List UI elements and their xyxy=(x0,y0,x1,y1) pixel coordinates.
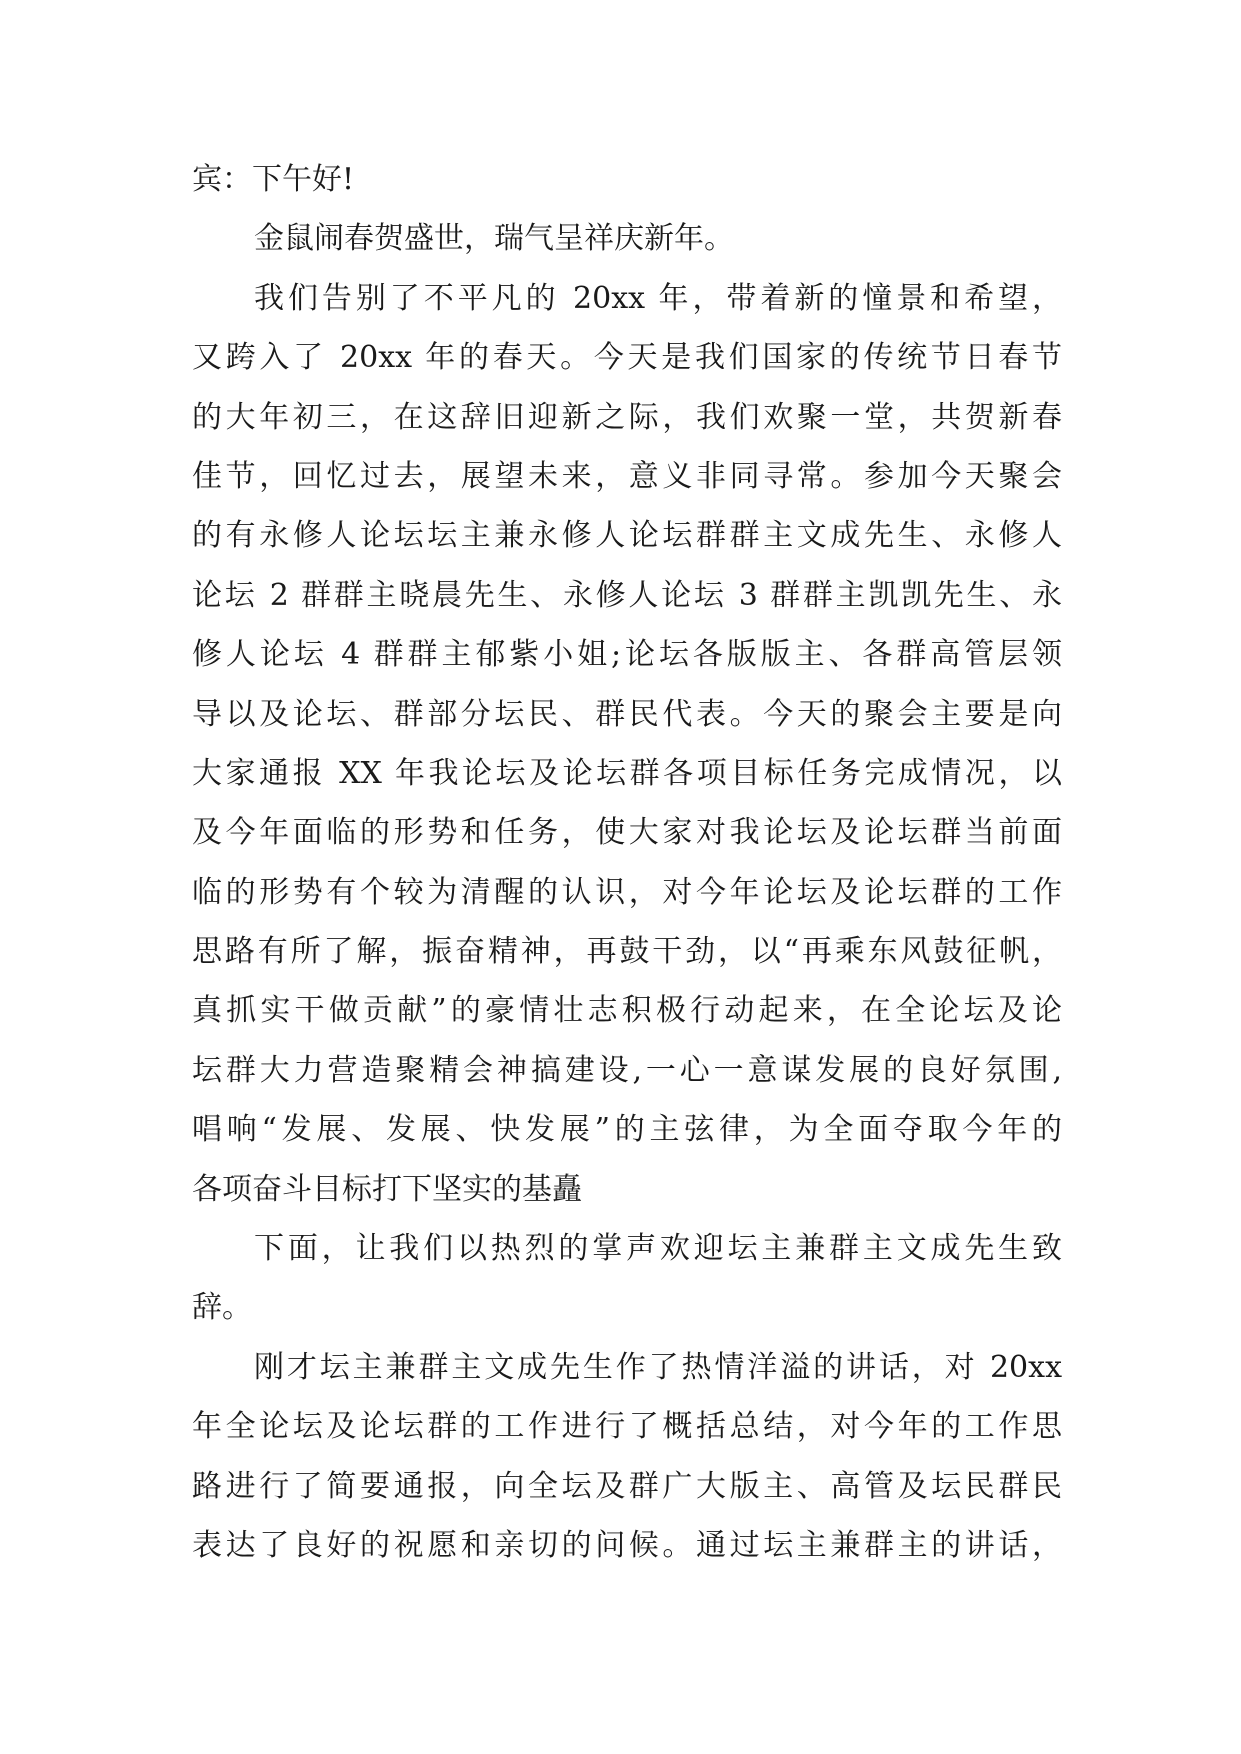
text-line: 的有永修人论坛坛主兼永修人论坛群群主文成先生、永修人 xyxy=(192,518,1062,554)
text-line: 刚才坛主兼群主文成先生作了热情洋溢的讲话，对 20xx xyxy=(254,1349,1062,1385)
text-line: 导以及论坛、群部分坛民、群民代表。今天的聚会主要是向 xyxy=(192,696,1062,732)
greeting-line: 宾：下午好! xyxy=(192,162,355,197)
text-line: 修人论坛 4 群群主郁紫小姐;论坛各版版主、各群高管层领 xyxy=(192,637,1062,673)
text-line: 真抓实干做贡献”的豪情壮志积极行动起来，在全论坛及论 xyxy=(192,993,1062,1029)
text-line: 下面，让我们以热烈的掌声欢迎坛主兼群主文成先生致 xyxy=(254,1231,1062,1267)
text-line: 的大年初三，在这辞旧迎新之际，我们欢聚一堂，共贺新春 xyxy=(192,399,1062,435)
text-line: 年全论坛及论坛群的工作进行了概括总结，对今年的工作思 xyxy=(192,1409,1062,1445)
text-line: 各项奋斗目标打下坚实的基矗 xyxy=(192,1171,582,1207)
document-body xyxy=(192,150,1062,1575)
text-line: 表达了良好的祝愿和亲切的问候。通过坛主兼群主的讲话， xyxy=(192,1527,1062,1563)
text-line: 临的形势有个较为清醒的认识，对今年论坛及论坛群的工作 xyxy=(192,874,1062,910)
text-line: 唱响“发展、发展、快发展”的主弦律，为全面夺取今年的 xyxy=(192,1112,1062,1148)
text-line: 坛群大力营造聚精会神搞建设,一心一意谋发展的良好氛围, xyxy=(192,1052,1062,1088)
text-line: 又跨入了 20xx 年的春天。今天是我们国家的传统节日春节 xyxy=(192,340,1062,376)
text-line: 金鼠闹春贺盛世，瑞气呈祥庆新年。 xyxy=(254,221,734,257)
text-line: 我们告别了不平凡的 20xx 年，带着新的憧景和希望， xyxy=(254,280,1062,316)
text-line: 思路有所了解，振奋精神，再鼓干劲，以“再乘东风鼓征帆， xyxy=(192,934,1062,970)
text-line: 及今年面临的形势和任务，使大家对我论坛及论坛群当前面 xyxy=(192,815,1062,851)
text-line: 佳节，回忆过去，展望未来，意义非同寻常。参加今天聚会 xyxy=(192,458,1062,494)
text-line: 辞。 xyxy=(192,1290,252,1326)
text-line: 大家通报 XX 年我论坛及论坛群各项目标任务完成情况，以 xyxy=(192,755,1062,791)
text-line: 论坛 2 群群主晓晨先生、永修人论坛 3 群群主凯凯先生、永 xyxy=(192,577,1062,613)
text-line: 路进行了简要通报，向全坛及群广大版主、高管及坛民群民 xyxy=(192,1468,1062,1504)
